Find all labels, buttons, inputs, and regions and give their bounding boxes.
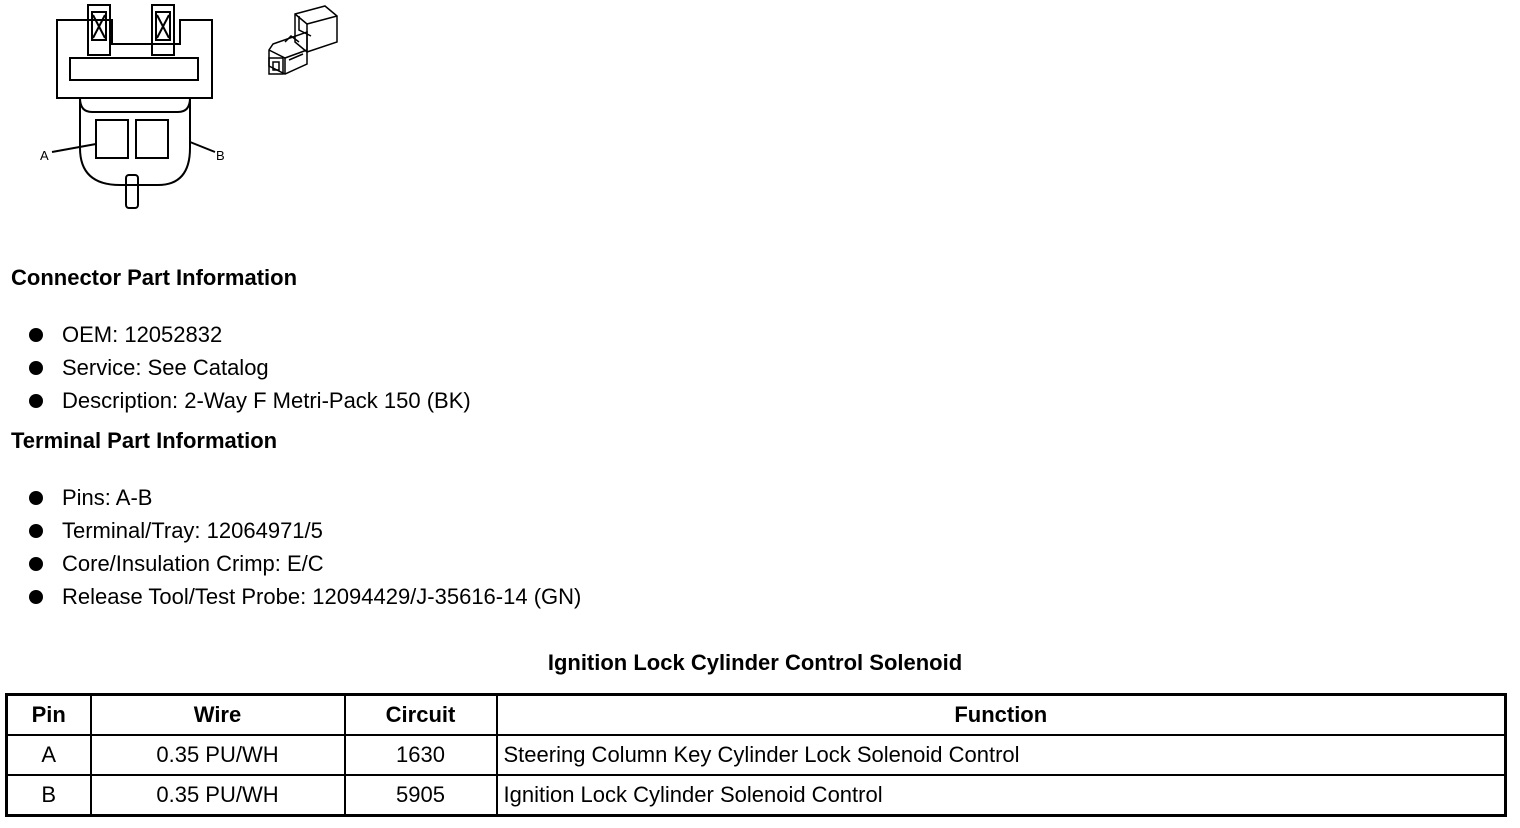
list-item xyxy=(28,351,471,384)
circuit-cell: 5905 xyxy=(345,775,497,816)
list-item xyxy=(28,384,471,417)
bullet-icon xyxy=(29,524,43,538)
bullet-icon xyxy=(29,394,43,408)
pin-cell: B xyxy=(7,775,91,816)
terminal-info-heading: Terminal Part Information xyxy=(11,428,278,453)
column-header-pin: Pin xyxy=(7,695,91,736)
pin-a-label: A xyxy=(40,148,49,163)
list-item xyxy=(28,481,581,514)
list-item-text: Service: See Catalog xyxy=(62,354,269,380)
list-item xyxy=(28,580,581,613)
bullet-icon xyxy=(29,491,43,505)
connector-isometric-diagram xyxy=(255,2,350,92)
list-item-text: Description: 2-Way F Metri-Pack 150 (BK) xyxy=(62,387,471,413)
list-item-text: Terminal/Tray: 12064971/5 xyxy=(62,517,323,543)
list-item-text: Release Tool/Test Probe: 12094429/J-35616-14 (GN) xyxy=(62,583,582,609)
list-item xyxy=(28,318,471,351)
column-header-circuit: Circuit xyxy=(345,695,497,736)
column-header-wire: Wire xyxy=(91,695,345,736)
list-item xyxy=(28,514,581,547)
pin-b-label: B xyxy=(216,148,225,163)
pin-cell: A xyxy=(7,735,91,775)
wire-cell: 0.35 PU/WH xyxy=(91,735,345,775)
list-item-text: Core/Insulation Crimp: E/C xyxy=(62,550,324,576)
list-item xyxy=(28,547,581,580)
bullet-icon xyxy=(29,361,43,375)
connector-front-view-diagram xyxy=(30,0,250,215)
function-cell: Ignition Lock Cylinder Solenoid Control xyxy=(497,775,1506,816)
table-row xyxy=(7,775,1506,816)
connector-info-heading: Connector Part Information xyxy=(11,265,298,290)
function-cell: Steering Column Key Cylinder Lock Solenoid Control xyxy=(497,735,1506,775)
wire-cell: 0.35 PU/WH xyxy=(91,775,345,816)
list-item-text: Pins: A-B xyxy=(62,484,153,510)
terminal-info-list xyxy=(28,481,581,613)
bullet-icon xyxy=(29,557,43,571)
list-item-text: OEM: 12052832 xyxy=(62,321,223,347)
connector-info-list xyxy=(28,318,471,417)
bullet-icon xyxy=(29,590,43,604)
column-header-function: Function xyxy=(497,695,1506,736)
bullet-icon xyxy=(29,328,43,342)
table-row xyxy=(7,735,1506,775)
circuit-cell: 1630 xyxy=(345,735,497,775)
pin-table-title: Ignition Lock Cylinder Control Solenoid xyxy=(547,650,963,675)
table-header-row xyxy=(7,695,1506,736)
pin-table xyxy=(5,693,1507,817)
